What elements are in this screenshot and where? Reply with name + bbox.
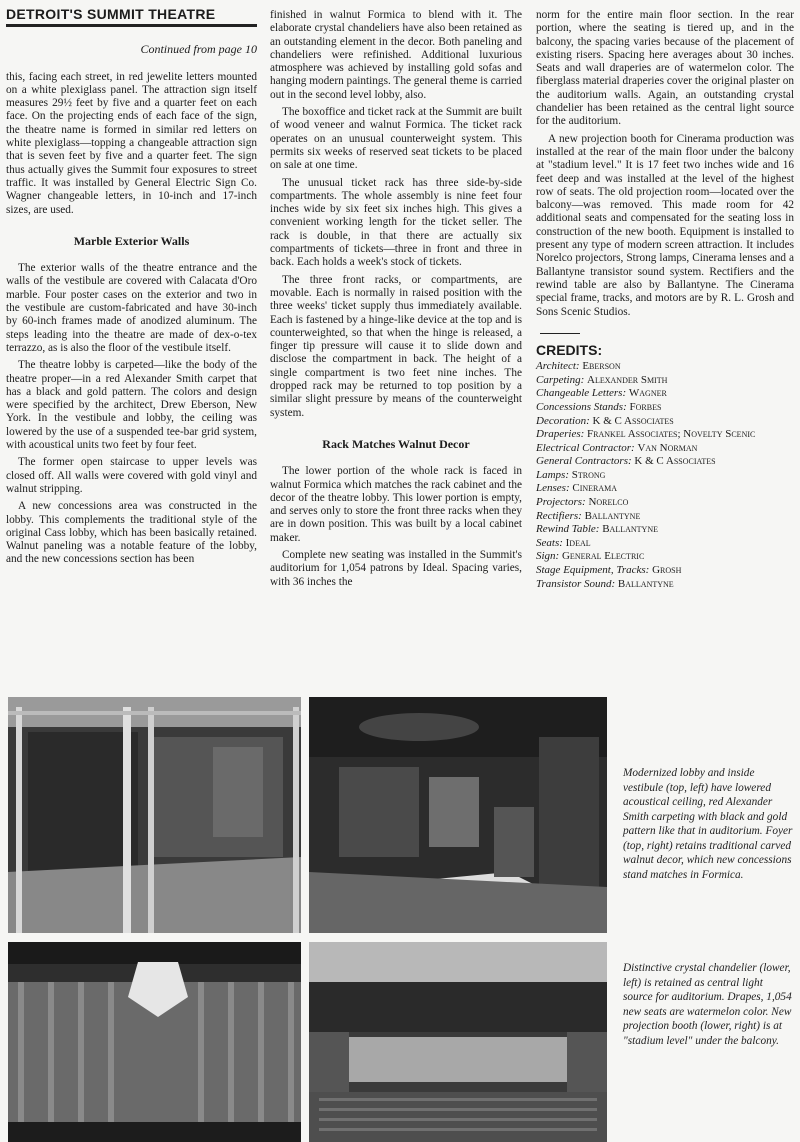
credit-value: K & C Associates bbox=[592, 414, 674, 427]
photo-lobby-vestibule bbox=[8, 697, 301, 933]
credit-value: Eberson bbox=[582, 360, 621, 373]
paragraph: this, facing each street, in red jewelite letters mounted on a white plexiglass panel. The attraction sign itself measures 29½ feet by five and a quarter feet on each face. On the projecting ends of each face of the sign, the theatre name is formed in similar red letters on white plexiglass—topping a changeable attraction sign that is seven feet by five and a quarter feet. The sign thus actually gives the Summit four exposures to street traffic. It was installed by General Electric Sign Co. Wagner changeable letters, in 10-inch and 17-inch sizes, are used. bbox=[6, 70, 257, 216]
credit-value: General Electric bbox=[561, 550, 645, 563]
credit-role: Lamps: bbox=[536, 468, 570, 481]
credit-role: Decoration: bbox=[536, 414, 590, 427]
photo-caption-bottom: Distinctive crystal chandelier (lower, left) is retained as central light source for auditorium. Drapes, 1,054 new seats are watermelon color. New projection booth (lower, right) is at "stadium level" under the balcony. bbox=[623, 962, 792, 1047]
paragraph: The lower portion of the whole rack is faced in walnut Formica which matches the rack cabinet and the decor of the theatre lobby. This lower portion is empty, and serves only to store the front three racks when they are in down position. This was built by a local cabinet maker. bbox=[270, 465, 522, 544]
credit-row bbox=[536, 537, 794, 551]
credits-list bbox=[536, 360, 794, 591]
paragraph: A new concessions area was constructed in the lobby. This complements the traditional style of the original Cass lobby, which has been basically retained. Walnut paneling was a notable feature of the lobby, and the new concessions section has been bbox=[6, 500, 257, 566]
credit-value: Norelco bbox=[588, 496, 629, 509]
credit-row bbox=[536, 496, 794, 510]
credit-row bbox=[536, 578, 794, 592]
credit-role: Rectifiers: bbox=[536, 509, 582, 522]
credit-role: Lenses: bbox=[536, 482, 570, 495]
paragraph: finished in walnut Formica to blend with it. The elaborate crystal chandeliers have also been retained as an outstanding element in the decor. Both paneling and chandeliers were refinished. Additional luxurious atmosphere was achieved by installing gold sofas and hanging modern paintings. The general theme is carried out in the second level lobby, also. bbox=[270, 9, 523, 101]
credit-role: Carpeting: bbox=[536, 373, 585, 386]
credit-value: Alexander Smith bbox=[587, 373, 668, 386]
credit-row bbox=[536, 482, 794, 496]
page-header: DETROIT'S SUMMIT THEATRE bbox=[6, 0, 257, 27]
credit-value: Van Norman bbox=[637, 441, 698, 454]
credit-row bbox=[536, 442, 794, 456]
paragraph: The three front racks, or compartments, are movable. Each is normally in raised position with the three weeks' ticket supply thus immediately available. Each is fastened by a hinge-like device at the top and is counterweighted, so that when the hinge is released, a finger tip pressure will cause it to slide down and disclose the compartment in back. The height of a single compartment is two feet nine inches. The dropped rack may be returned to top position by a similar slight pressure by means of the counterweight system. bbox=[270, 273, 522, 419]
credit-row bbox=[536, 387, 794, 401]
photo-foyer bbox=[309, 697, 607, 933]
paragraph: The boxoffice and ticket rack at the Summit are built of wood veneer and walnut Formica. The ticket rack operates on an unusual counterweight system. This permits six weeks of reserved seat tickets to be placed on sale at one time. bbox=[270, 106, 522, 172]
divider bbox=[540, 333, 580, 334]
article-column-2 bbox=[270, 9, 522, 593]
credit-row bbox=[536, 564, 794, 578]
credit-role: Stage Equipment, Tracks: bbox=[536, 564, 650, 577]
credit-role: General Contractors: bbox=[536, 455, 632, 468]
credit-row bbox=[536, 550, 794, 564]
article-column-3 bbox=[536, 9, 794, 591]
paragraph: norm for the entire main floor section. In the rear portion, where the seating is tiered up, and in the balcony, the spacing varies because of the placement of existing risers. Spacing here averages about 30 inches. Seats and wall draperies are of watermelon color. The fiberglass material draperies cover the original plaster on the auditorium walls. Again, an outstanding crystal chandelier has been retained as the central light source for the auditorium. bbox=[536, 9, 794, 128]
credit-row bbox=[536, 510, 794, 524]
credit-role: Concessions Stands: bbox=[536, 400, 627, 413]
credit-value: Frankel Associates; Novelty Scenic bbox=[587, 428, 756, 441]
credit-role: Architect: bbox=[536, 360, 580, 373]
credit-row bbox=[536, 469, 794, 483]
photo-auditorium bbox=[309, 942, 607, 1142]
credit-value: Wagner bbox=[628, 387, 667, 400]
paragraph: The former open staircase to upper levels was closed off. All walls were covered with gold vinyl and walnut stripping. bbox=[6, 456, 257, 495]
credit-value: Cinerama bbox=[572, 482, 618, 495]
paragraph: Complete new seating was installed in the Summit's auditorium for 1,054 patrons by Ideal. Spacing varies, with 36 inches the bbox=[270, 548, 522, 588]
credit-row bbox=[536, 428, 794, 442]
credit-row bbox=[536, 374, 794, 388]
article-column-1 bbox=[6, 0, 257, 571]
paragraph: The exterior walls of the theatre entrance and the walls of the vestibule are covered with Calacata d'Oro marble. Four poster cases on the exterior and two in the vestibule are custom-fabricated and have 30-inch by 60-inch frames made of anodized aluminum. The steps leading into the theatre are made of dex-o-tex terrazzo, as is also the floor of the vestibule itself. bbox=[6, 262, 257, 354]
credit-value: Strong bbox=[571, 468, 606, 481]
credit-value: Ideal bbox=[565, 536, 591, 549]
credit-value: Grosh bbox=[652, 564, 682, 577]
paragraph: The unusual ticket rack has three side-by-side compartments. The whole assembly is nine feet four inches wide by six feet six inches high. This gives a convenient working length for the ticket seller. The rack is double, in that there are actually six compartments of tickets—three in front and three in back. Each holds a week's stock of tickets. bbox=[270, 176, 522, 269]
credit-role: Seats: bbox=[536, 536, 563, 549]
credit-row bbox=[536, 401, 794, 415]
photo-caption-top: Modernized lobby and inside vestibule (top, left) have lowered acoustical ceiling, red Alexander Smith carpeting with black and gold pattern like that in auditorium. Foyer (top, right) retains traditional carved walnut decor, which new concessions stand matches in Formica. bbox=[623, 767, 793, 881]
continued-note: Continued from page 10 bbox=[140, 42, 257, 57]
credit-row bbox=[536, 360, 794, 374]
credits-title: CREDITS: bbox=[536, 341, 603, 358]
photo-chandelier bbox=[8, 942, 301, 1142]
credit-row bbox=[536, 455, 794, 469]
credit-value: Ballantyne bbox=[602, 523, 658, 536]
credit-value: Forbes bbox=[629, 400, 662, 413]
credit-role: Projectors: bbox=[536, 496, 586, 509]
credit-role: Changeable Letters: bbox=[536, 387, 627, 400]
credits-box bbox=[536, 341, 794, 591]
section-subhead: Rack Matches Walnut Decor bbox=[322, 436, 470, 451]
paragraph: A new projection booth for Cinerama production was installed at the rear of the main floor under the balcony at "stadium level." It is 17 feet two inches wide and 16 feet deep and was installed at the level of the highest row of seats. The old projection room—located over the balcony—was removed. This made room for 42 additional seats and compensated for the seating loss in construction of the new booth. Equipment is installed to present any type of modern screen attraction. It includes Norelco projectors, Strong lamps, Cinerama lenses and a Ballantyne transistor sound system. Rectifiers and the rewind table are also by Ballantyne. The Cinerama special frame, tracks, and motors are by R. L. Grosh and Sons Scenic Studios. bbox=[536, 132, 794, 318]
credit-value: Ballantyne bbox=[617, 577, 674, 590]
credit-value: Ballantyne bbox=[584, 509, 641, 522]
credit-value: K & C Associates bbox=[634, 455, 716, 468]
credit-row bbox=[536, 523, 794, 537]
credit-role: Draperies: bbox=[536, 428, 585, 441]
section-subhead: Marble Exterior Walls bbox=[73, 233, 190, 248]
credit-role: Transistor Sound: bbox=[536, 577, 616, 590]
credit-row bbox=[536, 415, 794, 429]
paragraph: The theatre lobby is carpeted—like the body of the theatre proper—in a red Alexander Smith carpet that has a black and gold pattern. The colors and design were specified by the architect, Drew Eberson, New York. In the vestibule and lobby, the ceiling was lowered by the use of a suspended tee-bar grid system, with acoustical units two feet by four feet. bbox=[6, 359, 257, 452]
credit-role: Rewind Table: bbox=[536, 523, 600, 536]
credit-role: Electrical Contractor: bbox=[536, 441, 635, 454]
credit-role: Sign: bbox=[536, 550, 560, 563]
